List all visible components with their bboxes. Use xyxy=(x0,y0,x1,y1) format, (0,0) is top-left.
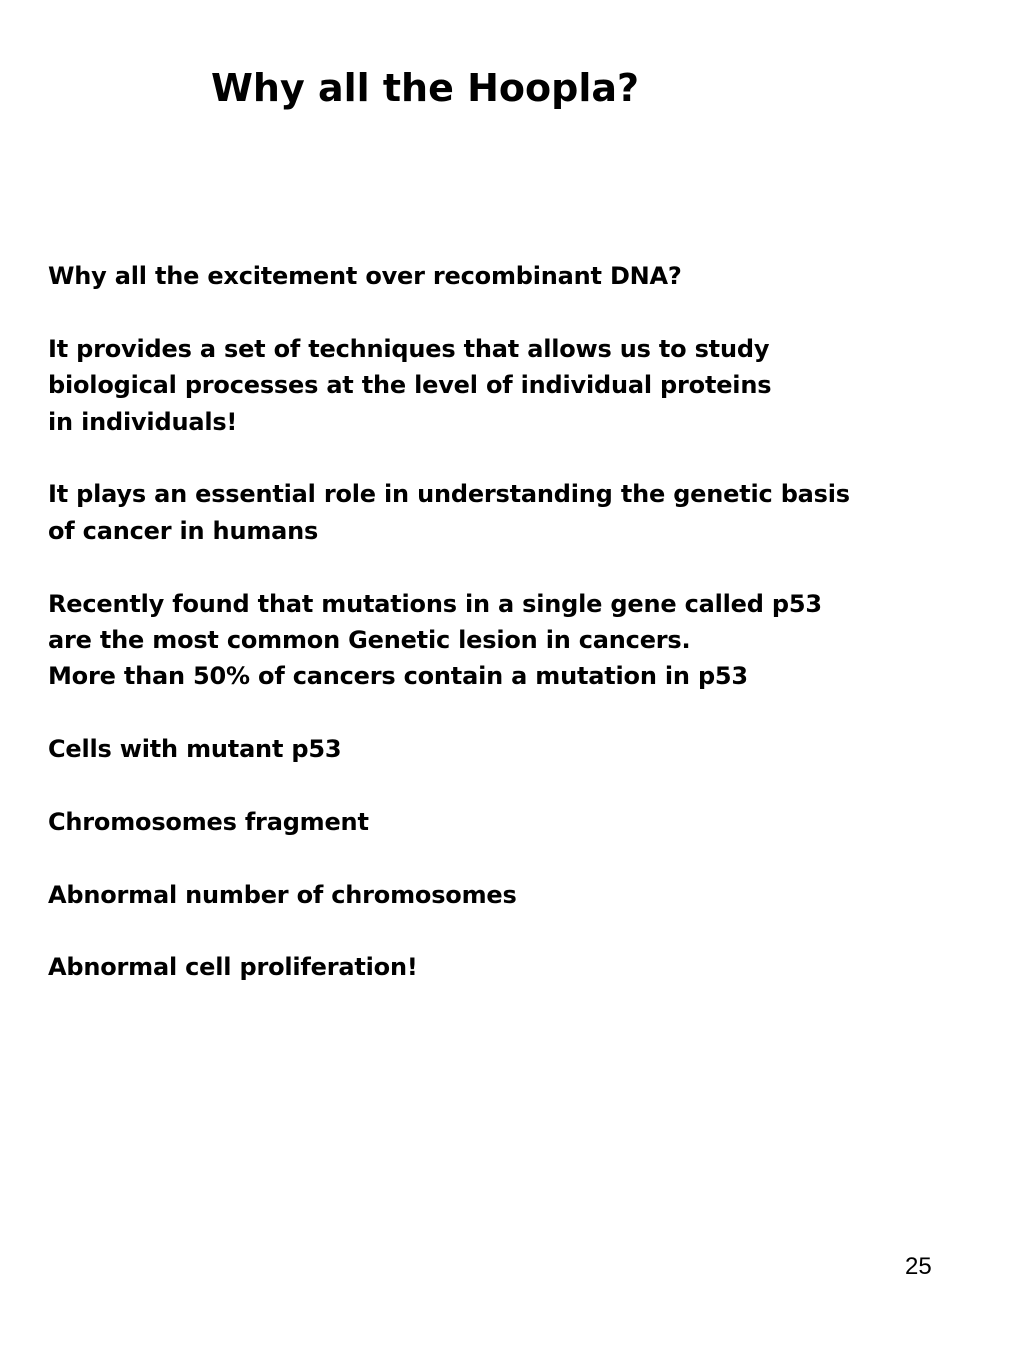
text-line: More than 50% of cancers contain a mutation in p53 xyxy=(48,662,748,691)
text-line: Cells with mutant p53 xyxy=(48,735,342,764)
text-line: Abnormal number of chromosomes xyxy=(48,880,517,909)
text-line: Abnormal cell proliferation! xyxy=(48,953,418,982)
text-line: are the most common Genetic lesion in cancers. xyxy=(48,625,691,654)
slide-body xyxy=(48,258,998,986)
text-line: Why all the excitement over recombinant DNA? xyxy=(48,262,682,290)
page-number: 25 xyxy=(905,1253,932,1280)
paragraph-techniques xyxy=(48,331,998,440)
paragraph-gap xyxy=(48,294,998,330)
paragraph-intro-question xyxy=(48,258,998,294)
paragraph-gap xyxy=(48,695,998,731)
text-line: Recently found that mutations in a single gene called p53 xyxy=(48,589,822,618)
paragraph-chromosome-number xyxy=(48,877,998,913)
text-line: Chromosomes fragment xyxy=(48,807,369,836)
paragraph-gap xyxy=(48,549,998,585)
text-line: It provides a set of techniques that allows us to study xyxy=(48,334,770,363)
paragraph-cancer-genetics xyxy=(48,476,998,549)
paragraph-gap xyxy=(48,440,998,476)
paragraph-mutant-cells xyxy=(48,731,998,767)
paragraph-gap xyxy=(48,767,998,803)
text-line: biological processes at the level of individual proteins xyxy=(48,371,772,400)
slide-title: Why all the Hoopla? xyxy=(211,66,640,110)
text-line: of cancer in humans xyxy=(48,516,319,545)
paragraph-p53 xyxy=(48,586,998,695)
paragraph-proliferation xyxy=(48,949,998,985)
paragraph-chromosome-fragment xyxy=(48,804,998,840)
text-line: in individuals! xyxy=(48,407,238,436)
paragraph-gap xyxy=(48,913,998,949)
paragraph-gap xyxy=(48,840,998,876)
text-line: It plays an essential role in understanding the genetic basis xyxy=(48,480,850,509)
